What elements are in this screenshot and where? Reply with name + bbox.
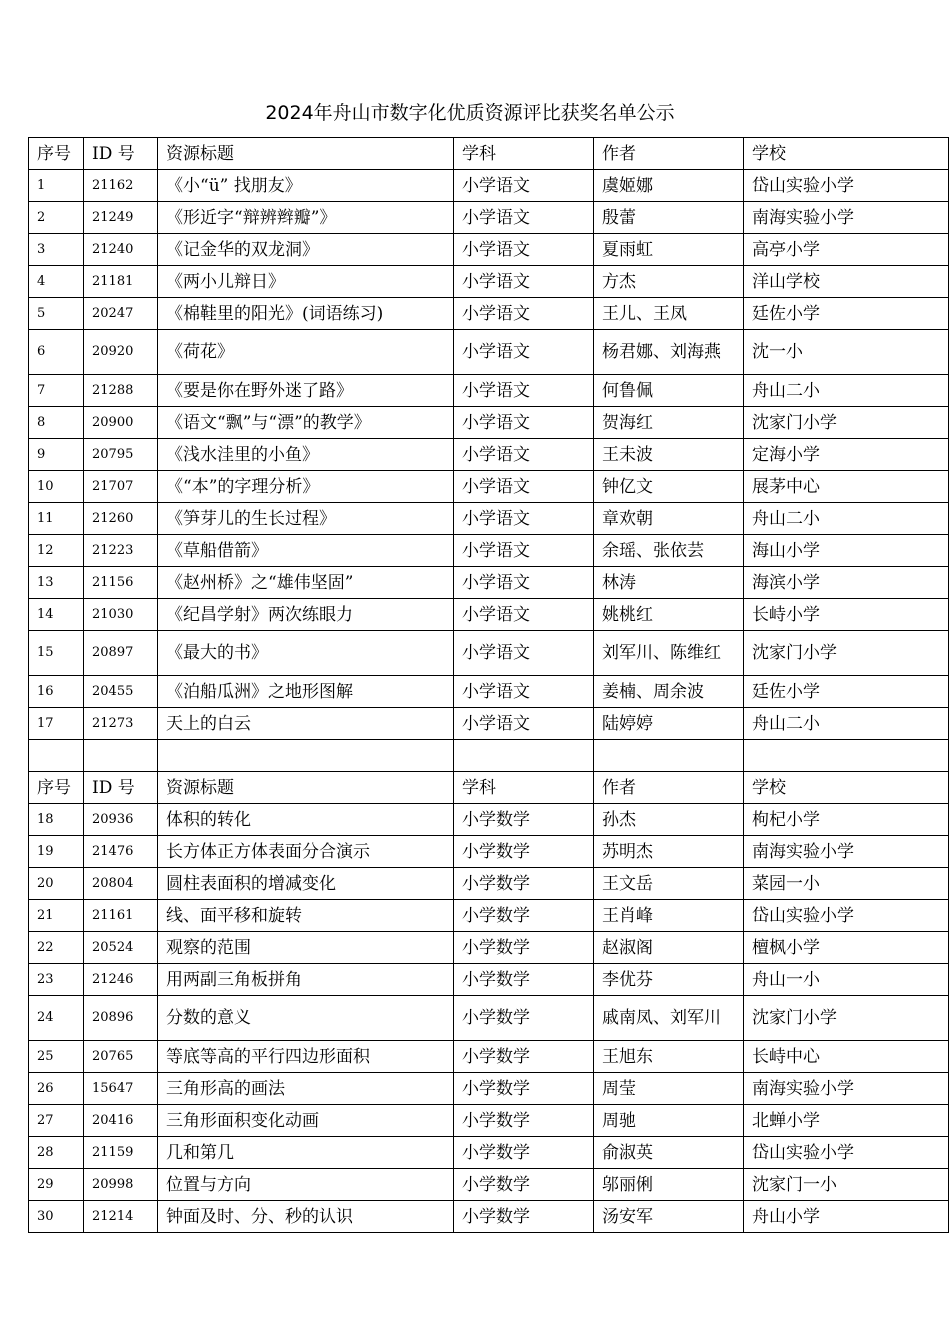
school: 廷佐小学 bbox=[744, 676, 949, 708]
page-title: 2024年舟山市数字化优质资源评比获奖名单公示 bbox=[265, 102, 675, 124]
resource-title: 几和第几 bbox=[158, 1137, 454, 1169]
resource-id: 21159 bbox=[84, 1137, 158, 1169]
school: 海滨小学 bbox=[744, 567, 949, 599]
resource-title: 《两小儿辩日》 bbox=[158, 266, 454, 298]
subject: 小学语文 bbox=[454, 535, 594, 567]
subject: 小学语文 bbox=[454, 266, 594, 298]
author: 王肖峰 bbox=[594, 900, 744, 932]
row-number: 10 bbox=[29, 471, 84, 503]
row-number: 26 bbox=[29, 1073, 84, 1105]
subject: 小学语文 bbox=[454, 567, 594, 599]
row-number: 7 bbox=[29, 375, 84, 407]
row-number: 4 bbox=[29, 266, 84, 298]
table-row bbox=[29, 1105, 949, 1137]
author: 余瑶、张依芸 bbox=[594, 535, 744, 567]
resource-id: 20416 bbox=[84, 1105, 158, 1137]
author: 汤安军 bbox=[594, 1201, 744, 1233]
table-row bbox=[29, 170, 949, 202]
resource-title: 长方体正方体表面分合演示 bbox=[158, 836, 454, 868]
school: 舟山小学 bbox=[744, 1201, 949, 1233]
table-row bbox=[29, 836, 949, 868]
resource-title: 《荷花》 bbox=[158, 330, 454, 375]
school: 沈一小 bbox=[744, 330, 949, 375]
resource-id: 21030 bbox=[84, 599, 158, 631]
resource-title: 等底等高的平行四边形面积 bbox=[158, 1041, 454, 1073]
resource-id: 21707 bbox=[84, 471, 158, 503]
school: 舟山二小 bbox=[744, 708, 949, 740]
empty-cell bbox=[594, 740, 744, 772]
school: 南海实验小学 bbox=[744, 836, 949, 868]
resource-title: 三角形高的画法 bbox=[158, 1073, 454, 1105]
row-number: 17 bbox=[29, 708, 84, 740]
table-row bbox=[29, 964, 949, 996]
school: 舟山一小 bbox=[744, 964, 949, 996]
row-number: 24 bbox=[29, 996, 84, 1041]
author: 杨君娜、刘海燕 bbox=[594, 330, 744, 375]
resource-title: 圆柱表面积的增减变化 bbox=[158, 868, 454, 900]
author: 何鲁佩 bbox=[594, 375, 744, 407]
resource-id: 21181 bbox=[84, 266, 158, 298]
resource-id: 20804 bbox=[84, 868, 158, 900]
school: 舟山二小 bbox=[744, 375, 949, 407]
resource-title: 《浅水洼里的小鱼》 bbox=[158, 439, 454, 471]
author: 俞淑英 bbox=[594, 1137, 744, 1169]
resource-id: 21273 bbox=[84, 708, 158, 740]
author: 苏明杰 bbox=[594, 836, 744, 868]
subject: 小学语文 bbox=[454, 202, 594, 234]
resource-id: 21476 bbox=[84, 836, 158, 868]
resource-id: 20795 bbox=[84, 439, 158, 471]
resource-title: 用两副三角板拼角 bbox=[158, 964, 454, 996]
author: 李优芬 bbox=[594, 964, 744, 996]
subject: 小学数学 bbox=[454, 964, 594, 996]
school: 枸杞小学 bbox=[744, 804, 949, 836]
school: 岱山实验小学 bbox=[744, 1137, 949, 1169]
resource-title: 《小“ü” 找朋友》 bbox=[158, 170, 454, 202]
row-number: 20 bbox=[29, 868, 84, 900]
header-subject: 学科 bbox=[454, 138, 594, 170]
table-row bbox=[29, 503, 949, 535]
school: 高亭小学 bbox=[744, 234, 949, 266]
subject: 小学数学 bbox=[454, 1073, 594, 1105]
resource-id: 21246 bbox=[84, 964, 158, 996]
header-school: 学校 bbox=[744, 772, 949, 804]
subject: 小学数学 bbox=[454, 868, 594, 900]
table-row bbox=[29, 298, 949, 330]
row-number: 28 bbox=[29, 1137, 84, 1169]
subject: 小学数学 bbox=[454, 1105, 594, 1137]
author: 周驰 bbox=[594, 1105, 744, 1137]
author: 周莹 bbox=[594, 1073, 744, 1105]
resource-id: 20896 bbox=[84, 996, 158, 1041]
author: 殷蕾 bbox=[594, 202, 744, 234]
row-number: 21 bbox=[29, 900, 84, 932]
resource-title: 天上的白云 bbox=[158, 708, 454, 740]
school: 定海小学 bbox=[744, 439, 949, 471]
author: 孙杰 bbox=[594, 804, 744, 836]
author: 钟亿文 bbox=[594, 471, 744, 503]
school: 南海实验小学 bbox=[744, 1073, 949, 1105]
school: 岱山实验小学 bbox=[744, 170, 949, 202]
award-table-body bbox=[29, 138, 949, 1233]
spacer-row bbox=[29, 740, 949, 772]
table-row bbox=[29, 375, 949, 407]
resource-title: 观察的范围 bbox=[158, 932, 454, 964]
resource-id: 21288 bbox=[84, 375, 158, 407]
subject: 小学数学 bbox=[454, 1137, 594, 1169]
row-number: 22 bbox=[29, 932, 84, 964]
resource-title: 《泊船瓜洲》之地形图解 bbox=[158, 676, 454, 708]
row-number: 3 bbox=[29, 234, 84, 266]
resource-id: 20998 bbox=[84, 1169, 158, 1201]
author: 刘军川、陈维红 bbox=[594, 631, 744, 676]
subject: 小学语文 bbox=[454, 599, 594, 631]
table-row bbox=[29, 407, 949, 439]
table-header-row bbox=[29, 138, 949, 170]
resource-title: 《语文“飘”与“漂”的教学》 bbox=[158, 407, 454, 439]
empty-cell bbox=[158, 740, 454, 772]
subject: 小学语文 bbox=[454, 298, 594, 330]
resource-id: 21260 bbox=[84, 503, 158, 535]
subject: 小学数学 bbox=[454, 836, 594, 868]
school: 沈家门一小 bbox=[744, 1169, 949, 1201]
empty-cell bbox=[454, 740, 594, 772]
header-author: 作者 bbox=[594, 772, 744, 804]
resource-id: 20897 bbox=[84, 631, 158, 676]
row-number: 16 bbox=[29, 676, 84, 708]
subject: 小学数学 bbox=[454, 1201, 594, 1233]
row-number: 29 bbox=[29, 1169, 84, 1201]
row-number: 9 bbox=[29, 439, 84, 471]
table-row bbox=[29, 708, 949, 740]
resource-id: 21162 bbox=[84, 170, 158, 202]
row-number: 11 bbox=[29, 503, 84, 535]
table-row bbox=[29, 1169, 949, 1201]
resource-id: 21240 bbox=[84, 234, 158, 266]
subject: 小学语文 bbox=[454, 170, 594, 202]
resource-title: 《棉鞋里的阳光》(词语练习) bbox=[158, 298, 454, 330]
subject: 小学数学 bbox=[454, 900, 594, 932]
table-row bbox=[29, 439, 949, 471]
author: 贺海红 bbox=[594, 407, 744, 439]
header-id: ID 号 bbox=[84, 138, 158, 170]
table-row bbox=[29, 868, 949, 900]
table-row bbox=[29, 1137, 949, 1169]
row-number: 2 bbox=[29, 202, 84, 234]
table-row bbox=[29, 1041, 949, 1073]
row-number: 27 bbox=[29, 1105, 84, 1137]
resource-title: 体积的转化 bbox=[158, 804, 454, 836]
row-number: 15 bbox=[29, 631, 84, 676]
empty-cell bbox=[744, 740, 949, 772]
resource-title: 《赵州桥》之“雄伟坚固” bbox=[158, 567, 454, 599]
row-number: 23 bbox=[29, 964, 84, 996]
school: 长峙中心 bbox=[744, 1041, 949, 1073]
school: 沈家门小学 bbox=[744, 407, 949, 439]
school: 廷佐小学 bbox=[744, 298, 949, 330]
row-number: 19 bbox=[29, 836, 84, 868]
row-number: 5 bbox=[29, 298, 84, 330]
resource-id: 21223 bbox=[84, 535, 158, 567]
author: 邬丽俐 bbox=[594, 1169, 744, 1201]
resource-title: 《形近字“辩辨辫瓣”》 bbox=[158, 202, 454, 234]
table-row bbox=[29, 535, 949, 567]
author: 王未波 bbox=[594, 439, 744, 471]
school: 沈家门小学 bbox=[744, 631, 949, 676]
table-row bbox=[29, 471, 949, 503]
author: 王儿、王凤 bbox=[594, 298, 744, 330]
subject: 小学数学 bbox=[454, 1041, 594, 1073]
resource-title: 《草船借箭》 bbox=[158, 535, 454, 567]
school: 长峙小学 bbox=[744, 599, 949, 631]
header-title: 资源标题 bbox=[158, 138, 454, 170]
subject: 小学语文 bbox=[454, 676, 594, 708]
table-header-row-2 bbox=[29, 772, 949, 804]
table-row bbox=[29, 567, 949, 599]
school: 南海实验小学 bbox=[744, 202, 949, 234]
row-number: 25 bbox=[29, 1041, 84, 1073]
resource-id: 21156 bbox=[84, 567, 158, 599]
header-id: ID 号 bbox=[84, 772, 158, 804]
table-row bbox=[29, 266, 949, 298]
row-number: 1 bbox=[29, 170, 84, 202]
resource-id: 20524 bbox=[84, 932, 158, 964]
author: 戚南凤、刘军川 bbox=[594, 996, 744, 1041]
row-number: 13 bbox=[29, 567, 84, 599]
school: 北蝉小学 bbox=[744, 1105, 949, 1137]
resource-id: 20900 bbox=[84, 407, 158, 439]
award-table bbox=[28, 137, 949, 1233]
subject: 小学语文 bbox=[454, 471, 594, 503]
subject: 小学语文 bbox=[454, 503, 594, 535]
subject: 小学语文 bbox=[454, 631, 594, 676]
table-row bbox=[29, 202, 949, 234]
header-school: 学校 bbox=[744, 138, 949, 170]
header-author: 作者 bbox=[594, 138, 744, 170]
table-row bbox=[29, 932, 949, 964]
school: 舟山二小 bbox=[744, 503, 949, 535]
row-number: 18 bbox=[29, 804, 84, 836]
school: 檀枫小学 bbox=[744, 932, 949, 964]
resource-title: 三角形面积变化动画 bbox=[158, 1105, 454, 1137]
resource-id: 20920 bbox=[84, 330, 158, 375]
author: 王文岳 bbox=[594, 868, 744, 900]
subject: 小学语文 bbox=[454, 330, 594, 375]
subject: 小学语文 bbox=[454, 439, 594, 471]
school: 展茅中心 bbox=[744, 471, 949, 503]
subject: 小学语文 bbox=[454, 234, 594, 266]
subject: 小学数学 bbox=[454, 932, 594, 964]
table-row bbox=[29, 996, 949, 1041]
resource-title: 《纪昌学射》两次练眼力 bbox=[158, 599, 454, 631]
author: 姜楠、周余波 bbox=[594, 676, 744, 708]
resource-id: 21249 bbox=[84, 202, 158, 234]
author: 夏雨虹 bbox=[594, 234, 744, 266]
resource-title: 位置与方向 bbox=[158, 1169, 454, 1201]
row-number: 6 bbox=[29, 330, 84, 375]
subject: 小学数学 bbox=[454, 996, 594, 1041]
table-row bbox=[29, 804, 949, 836]
row-number: 12 bbox=[29, 535, 84, 567]
row-number: 30 bbox=[29, 1201, 84, 1233]
resource-title: 钟面及时、分、秒的认识 bbox=[158, 1201, 454, 1233]
resource-id: 20936 bbox=[84, 804, 158, 836]
row-number: 8 bbox=[29, 407, 84, 439]
subject: 小学语文 bbox=[454, 375, 594, 407]
table-row bbox=[29, 1201, 949, 1233]
table-row bbox=[29, 676, 949, 708]
table-row bbox=[29, 900, 949, 932]
resource-title: 《笋芽儿的生长过程》 bbox=[158, 503, 454, 535]
resource-id: 20455 bbox=[84, 676, 158, 708]
resource-title: 《“本”的字理分析》 bbox=[158, 471, 454, 503]
author: 方杰 bbox=[594, 266, 744, 298]
header-title: 资源标题 bbox=[158, 772, 454, 804]
table-row bbox=[29, 599, 949, 631]
author: 赵淑阁 bbox=[594, 932, 744, 964]
resource-title: 《最大的书》 bbox=[158, 631, 454, 676]
header-subject: 学科 bbox=[454, 772, 594, 804]
row-number: 14 bbox=[29, 599, 84, 631]
resource-title: 《记金华的双龙洞》 bbox=[158, 234, 454, 266]
author: 林涛 bbox=[594, 567, 744, 599]
table-row bbox=[29, 234, 949, 266]
resource-title: 分数的意义 bbox=[158, 996, 454, 1041]
school: 海山小学 bbox=[744, 535, 949, 567]
subject: 小学语文 bbox=[454, 407, 594, 439]
table-row bbox=[29, 330, 949, 375]
author: 姚桃红 bbox=[594, 599, 744, 631]
resource-title: 线、面平移和旋转 bbox=[158, 900, 454, 932]
table-row bbox=[29, 1073, 949, 1105]
header-no: 序号 bbox=[29, 138, 84, 170]
subject: 小学数学 bbox=[454, 804, 594, 836]
resource-id: 20247 bbox=[84, 298, 158, 330]
resource-title: 《要是你在野外迷了路》 bbox=[158, 375, 454, 407]
author: 章欢朝 bbox=[594, 503, 744, 535]
author: 陆婷婷 bbox=[594, 708, 744, 740]
resource-id: 21214 bbox=[84, 1201, 158, 1233]
header-no: 序号 bbox=[29, 772, 84, 804]
author: 虞姬娜 bbox=[594, 170, 744, 202]
school: 沈家门小学 bbox=[744, 996, 949, 1041]
subject: 小学语文 bbox=[454, 708, 594, 740]
author: 王旭东 bbox=[594, 1041, 744, 1073]
empty-cell bbox=[29, 740, 84, 772]
resource-id: 20765 bbox=[84, 1041, 158, 1073]
table-row bbox=[29, 631, 949, 676]
school: 洋山学校 bbox=[744, 266, 949, 298]
resource-id: 21161 bbox=[84, 900, 158, 932]
resource-id: 15647 bbox=[84, 1073, 158, 1105]
subject: 小学数学 bbox=[454, 1169, 594, 1201]
school: 岱山实验小学 bbox=[744, 900, 949, 932]
empty-cell bbox=[84, 740, 158, 772]
school: 菜园一小 bbox=[744, 868, 949, 900]
